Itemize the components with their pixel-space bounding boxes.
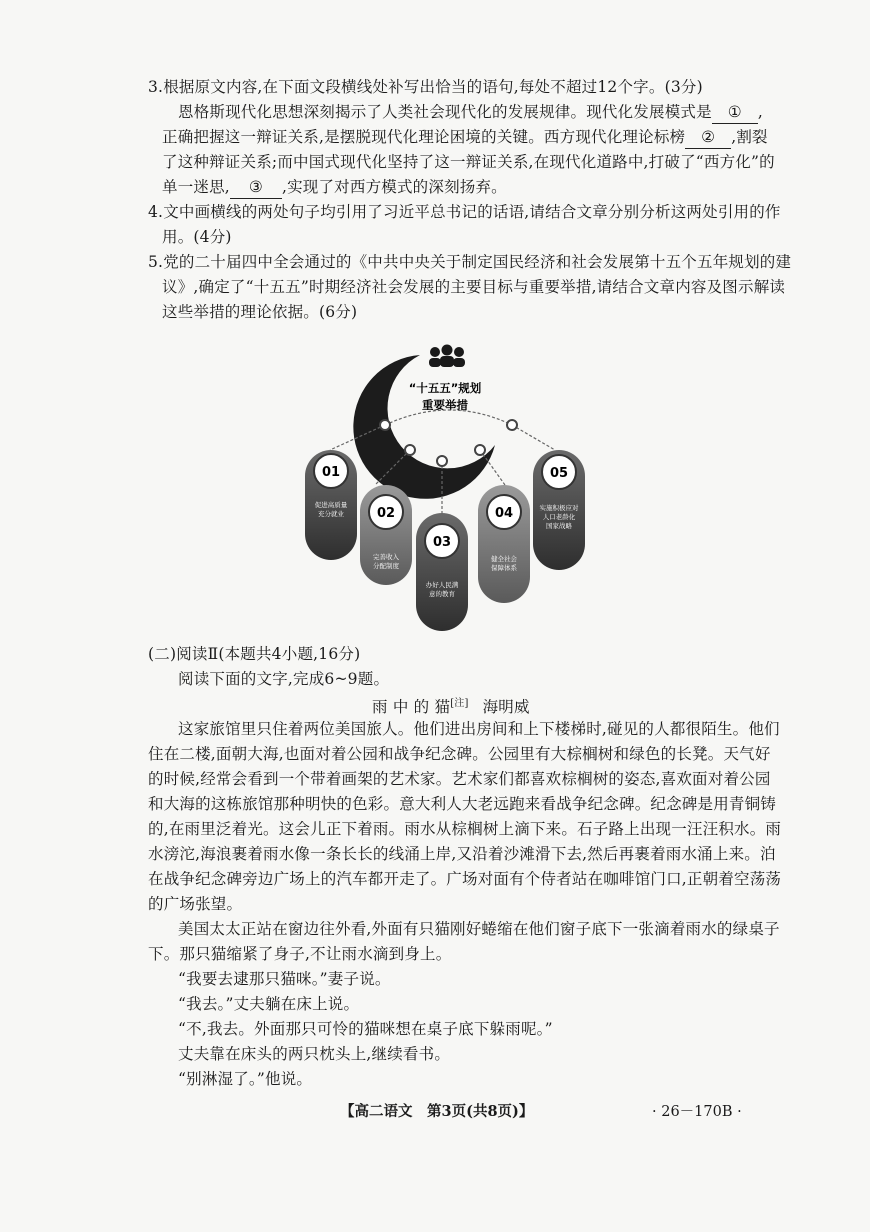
pillar-05-text: 实施积极应对人口老龄化国家战略 <box>539 504 579 530</box>
section-instruction: 阅读下面的文字,完成6~9题。 <box>178 670 390 688</box>
blank-1[interactable]: ① <box>712 101 758 124</box>
pillar-04-num: 04 <box>494 506 514 521</box>
diagram-title-1: “十五五”规划 <box>408 381 482 395</box>
story-note: [注] <box>450 698 469 709</box>
crescent-shape <box>353 355 495 499</box>
story-title-line <box>372 693 530 718</box>
plan-measures-diagram <box>300 335 605 635</box>
q3-stem: 3.根据原文内容,在下面文段横线处补写出恰当的语句,每处不超过12个字。(3分) <box>148 78 703 96</box>
story-line: “我去。”丈夫躺在床上说。 <box>178 995 360 1013</box>
q3-line2: 正确把握这一辩证关系,是摆脱现代化理论困境的关键。西方现代化理论标榜 ② ,割裂 <box>162 126 768 149</box>
story-line: “我要去逮那只猫咪。”妻子说。 <box>178 970 391 988</box>
story-author: 海明威 <box>482 698 530 717</box>
pillar-05-num: 05 <box>549 466 569 481</box>
q3-line1: 恩格斯现代化思想深刻揭示了人类社会现代化的发展规律。现代化发展模式是 ① , <box>178 101 763 124</box>
pillar-03-text: 办好人民满意的教育 <box>425 581 459 598</box>
page-footer: 【高二语文 第3页(共8页)】 <box>340 1103 534 1120</box>
story-line: 的,在雨里泛着光。这会儿正下着雨。雨水从棕榈树上滴下来。石子路上出现一汪汪积水。雨 <box>148 820 782 838</box>
pillar-02-text: 完善收入分配制度 <box>373 553 399 570</box>
story-title: 雨 中 的 猫 <box>372 698 451 717</box>
story-line: 住在二楼,面朝大海,也面对着公园和战争纪念碑。公园里有大棕榈树和绿色的长凳。天气好 <box>148 745 771 763</box>
story-line: 丈夫靠在床头的两只枕头上,继续看书。 <box>178 1045 451 1063</box>
pillar-04 <box>478 485 530 603</box>
q5-line3: 这些举措的理论依据。(6分) <box>162 303 358 321</box>
q4-line1: 4.文中画横线的两处句子均引用了习近平总书记的话语,请结合文章分别分析这两处引用的作 <box>148 203 781 221</box>
story-line: 在战争纪念碑旁边广场上的汽车都开走了。广场对面有个侍者站在咖啡馆门口,正朝着空荡荡 <box>148 870 782 888</box>
story-line: 水滂沱,海浪裹着雨水像一条长长的线涌上岸,又沿着沙滩滑下去,然后再裹着雨水涌上来。泊 <box>148 845 776 863</box>
blank-3[interactable]: ③ <box>230 176 282 199</box>
pillar-01-num: 01 <box>321 465 341 480</box>
story-line: 这家旅馆里只住着两位美国旅人。他们进出房间和上下楼梯时,碰见的人都很陌生。他们 <box>178 720 780 738</box>
pillar-05 <box>533 450 585 570</box>
q4-line2: 用。(4分) <box>162 228 232 246</box>
story-line: 的时候,经常会看到一个带着画架的艺术家。艺术家们都喜欢棕榈树的姿态,喜欢面对着公园 <box>148 770 771 788</box>
section-heading: (二)阅读Ⅱ(本题共4小题,16分) <box>148 645 361 663</box>
pillar-02 <box>360 485 412 585</box>
q5-line2: 议》,确定了“十五五”时期经济社会发展的主要目标与重要举措,请结合文章内容及图示解读 <box>162 278 786 296</box>
story-line: 下。那只猫缩紧了身子,不让雨水滴到身上。 <box>148 945 452 963</box>
story-line: 美国太太正站在窗边往外看,外面有只猫刚好蜷缩在他们窗子底下一张滴着雨水的绿桌子 <box>178 920 780 938</box>
pillar-03-num: 03 <box>432 535 452 550</box>
story-line: “别淋湿了。”他说。 <box>178 1070 313 1088</box>
pillar-04-text: 健全社会保障体系 <box>491 555 517 572</box>
pillar-03 <box>416 513 468 631</box>
story-line: “不,我去。外面那只可怜的猫咪想在桌子底下躲雨呢。” <box>178 1020 553 1038</box>
paper-code: · 26－170B · <box>652 1104 742 1120</box>
q3-line3: 了这种辩证关系;而中国式现代化坚持了这一辩证关系,在现代化道路中,打破了“西方化”的 <box>162 153 775 171</box>
blank-2[interactable]: ② <box>685 126 731 149</box>
q5-line1: 5.党的二十届四中全会通过的《中共中央关于制定国民经济和社会发展第十五个五年规划的建 <box>148 253 792 271</box>
diagram-title-2: 重要举措 <box>422 398 468 412</box>
story-line: 和大海的这栋旅馆那种明快的色彩。意大利人大老远跑来看战争纪念碑。纪念碑是用青铜铸 <box>148 795 777 813</box>
pillar-01 <box>305 450 357 560</box>
pillar-02-num: 02 <box>376 506 396 521</box>
q3-line4: 单一迷思, ③ ,实现了对西方模式的深刻扬弃。 <box>162 176 507 199</box>
story-line: 的广场张望。 <box>148 895 243 913</box>
people-icon <box>429 345 465 368</box>
pillar-01-text: 促进高质量充分就业 <box>314 501 348 518</box>
